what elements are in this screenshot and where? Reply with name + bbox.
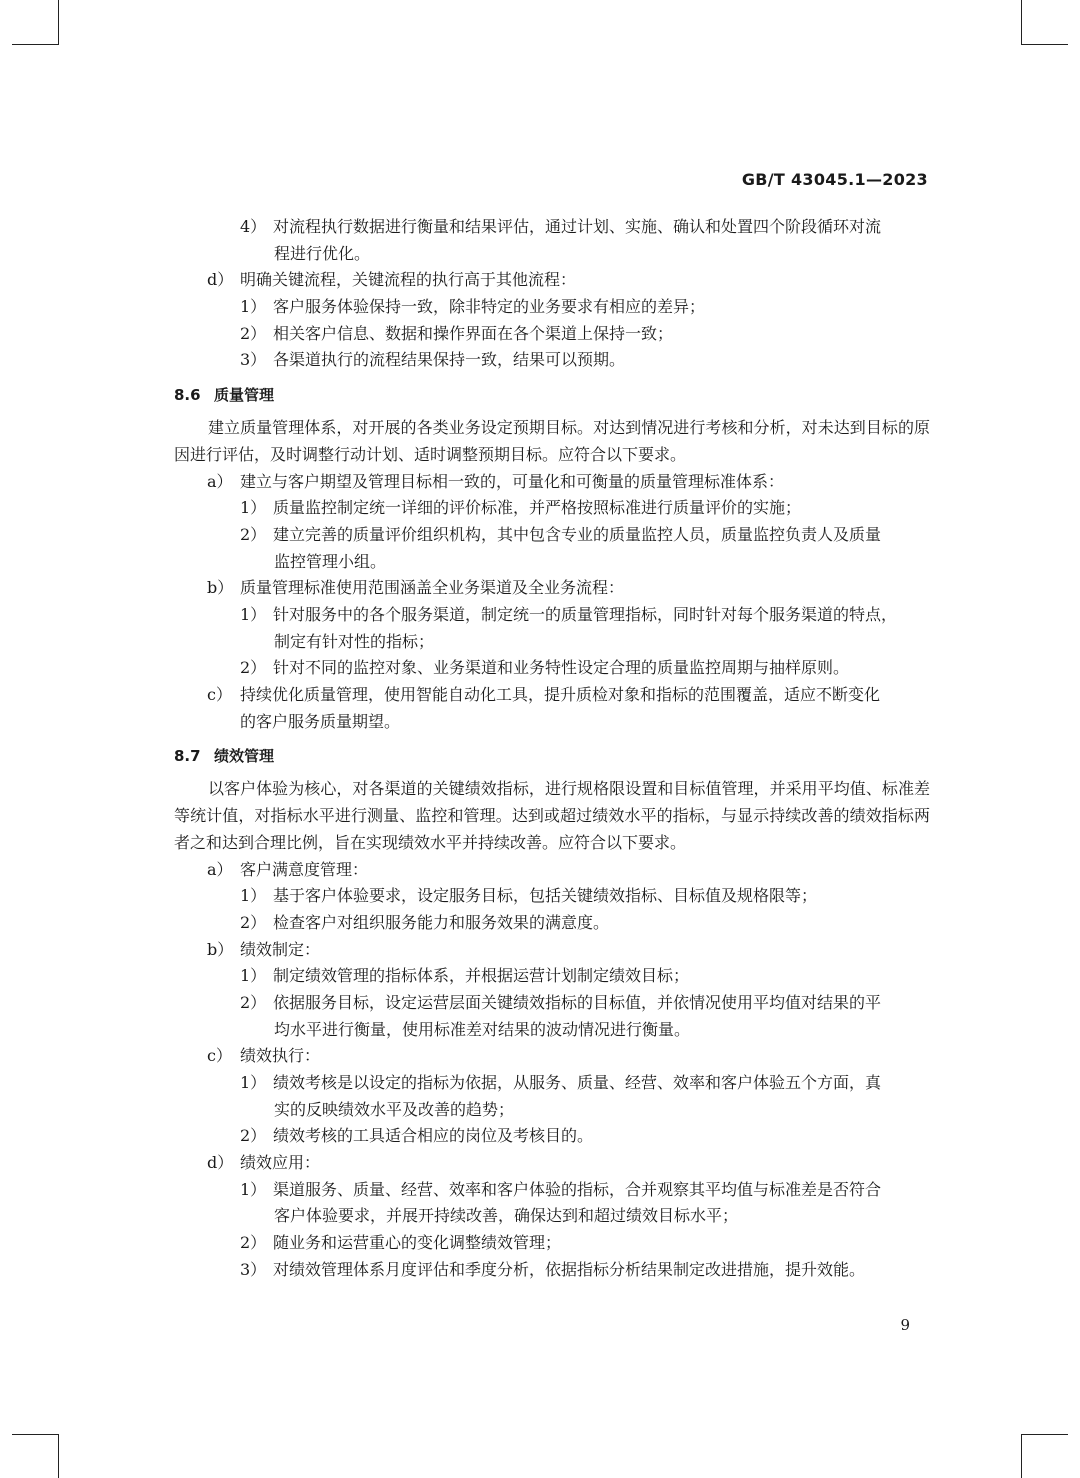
list-item-continuation: 的客户服务质量期望。	[240, 711, 401, 731]
crop-mark-top-left-v	[58, 0, 59, 44]
list-item: a） 客户满意度管理：	[207, 859, 369, 879]
list-item: 1） 针对服务中的各个服务渠道，制定统一的质量管理指标，同时针对每个服务渠道的特点，	[240, 604, 898, 624]
list-item: c） 持续优化质量管理，使用智能自动化工具，提升质检对象和指标的范围覆盖，适应不断变化	[207, 685, 881, 705]
list-item: c） 绩效执行：	[207, 1046, 321, 1066]
list-item: 2） 检查客户对组织服务能力和服务效果的满意度。	[240, 912, 610, 932]
list-item: 1） 客户服务体验保持一致，除非特定的业务要求有相应的差异；	[240, 297, 706, 317]
list-item: 1） 绩效考核是以设定的指标为依据，从服务、质量、经营、效率和客户体验五个方面，真	[240, 1073, 882, 1093]
list-item: 2） 依据服务目标，设定运营层面关键绩效指标的目标值，并依情况使用平均值对结果的平	[240, 992, 882, 1012]
list-item: 2） 绩效考核的工具适合相应的岗位及考核目的。	[240, 1126, 594, 1146]
list-item: 3） 对绩效管理体系月度评估和季度分析，依据指标分析结果制定改进措施，提升效能。	[240, 1259, 866, 1279]
section-intro: 以客户体验为核心，对各渠道的关键绩效指标，进行规格限设置和目标值管理，并采用平均值、标准差等统计值，对指标水平进行测量、监控和管理。达到或超过绩效水平的指标，与显示持续改善的绩效指标两者之和达到合理比例，旨在实现绩效水平并持续改善。应符合以下要求。	[174, 779, 930, 852]
list-item-continuation: 制定有针对性的指标；	[274, 631, 435, 651]
list-item: 1） 制定绩效管理的指标体系，并根据运营计划制定绩效目标；	[240, 966, 690, 986]
section-intro: 建立质量管理体系，对开展的各类业务设定预期目标。对达到情况进行考核和分析，对未达到目标的原因进行评估，及时调整行动计划、适时调整预期目标。应符合以下要求。	[174, 418, 930, 464]
crop-mark-top-right-v	[1021, 0, 1022, 44]
list-item-continuation: 实的反映绩效水平及改善的趋势；	[274, 1099, 515, 1119]
standard-code: GB/T 43045.1—2023	[741, 170, 928, 189]
crop-mark-bottom-right-h	[1021, 1434, 1068, 1435]
list-item: b） 绩效制定：	[207, 939, 321, 959]
section-heading-8-6: 8.6 质量管理	[174, 386, 275, 405]
list-item: 2） 随业务和运营重心的变化调整绩效管理；	[240, 1233, 562, 1253]
list-item: 1） 渠道服务、质量、经营、效率和客户体验的指标，合并观察其平均值与标准差是否符合	[240, 1179, 882, 1199]
crop-mark-bottom-left-v	[58, 1434, 59, 1478]
list-item: d） 绩效应用：	[207, 1153, 321, 1173]
section-heading-8-7: 8.7 绩效管理	[174, 747, 275, 766]
list-item: 2） 针对不同的监控对象、业务渠道和业务特性设定合理的质量监控周期与抽样原则。	[240, 658, 850, 678]
list-item: d） 明确关键流程，关键流程的执行高于其他流程：	[207, 270, 577, 290]
list-item: a） 建立与客户期望及管理目标相一致的，可量化和可衡量的质量管理标准体系：	[207, 471, 785, 491]
crop-mark-bottom-left-h	[12, 1434, 59, 1435]
list-item: 2） 相关客户信息、数据和操作界面在各个渠道上保持一致；	[240, 323, 674, 343]
crop-mark-top-right-h	[1021, 44, 1068, 45]
page-body	[174, 214, 930, 1284]
list-item-continuation: 客户体验要求，并展开持续改善，确保达到和超过绩效目标水平；	[274, 1206, 739, 1226]
list-item: 1） 基于客户体验要求，设定服务目标，包括关键绩效指标、目标值及规格限等；	[240, 886, 818, 906]
page-number: 9	[900, 1316, 910, 1334]
list-item-continuation: 均水平进行衡量，使用标准差对结果的波动情况进行衡量。	[274, 1019, 691, 1039]
crop-mark-top-left-h	[12, 44, 59, 45]
list-item: 1） 质量监控制定统一详细的评价标准，并严格按照标准进行质量评价的实施；	[240, 498, 802, 518]
list-item-continuation: 程进行优化。	[274, 243, 371, 263]
crop-mark-bottom-right-v	[1021, 1434, 1022, 1478]
list-item: b） 质量管理标准使用范围涵盖全业务渠道及全业务流程：	[207, 578, 625, 598]
list-item-continuation: 监控管理小组。	[274, 551, 387, 571]
list-item: 3） 各渠道执行的流程结果保持一致，结果可以预期。	[240, 350, 626, 370]
list-item: 4） 对流程执行数据进行衡量和结果评估，通过计划、实施、确认和处置四个阶段循环对流	[240, 217, 882, 236]
list-item: 2） 建立完善的质量评价组织机构，其中包含专业的质量监控人员，质量监控负责人及质量	[240, 524, 882, 544]
